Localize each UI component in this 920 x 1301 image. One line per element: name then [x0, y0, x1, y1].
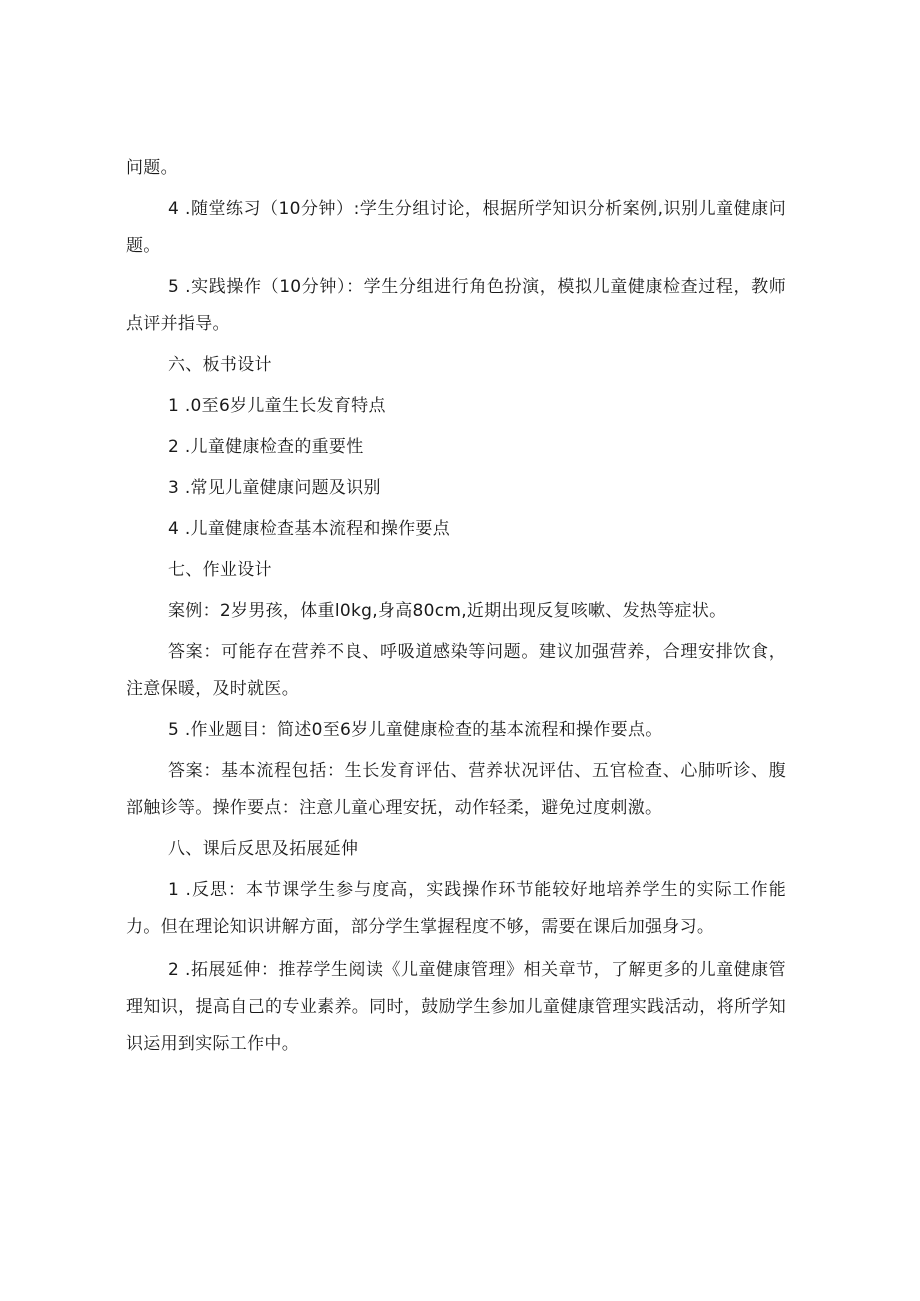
list-item: 1 .0至6岁儿童生长发育特点: [168, 396, 386, 416]
list-item: 3 .常见儿童健康问题及识别: [168, 478, 381, 498]
document-body: [126, 150, 786, 1067]
paragraph-step-4: 4 .随堂练习（10分钟）:学生分组讨论，根据所学知识分析案例,识别儿童健康问题。: [126, 199, 786, 256]
list-item: 4 .儿童健康检查基本流程和操作要点: [168, 519, 451, 539]
list-item: 2 .儿童健康检查的重要性: [168, 437, 364, 457]
paragraph-answer: 答案：可能存在营养不良、呼吸道感染等问题。建议加强营养，合理安排饮食，注意保暖，及时就医。: [126, 642, 786, 699]
paragraph-reflection: 1 .反思：本节课学生参与度高，实践操作环节能较好地培养学生的实际工作能力。但在理论知识讲解方面，部分学生掌握程度不够，需要在课后加强身习。: [126, 880, 786, 937]
paragraph-homework-question: 5 .作业题目：简述0至6岁儿童健康检查的基本流程和操作要点。: [168, 720, 663, 740]
paragraph-step-5: 5 .实践操作（10分钟）：学生分组进行角色扮演，模拟儿童健康检查过程，教师点评并指导。: [126, 277, 786, 334]
paragraph-extension: 2 .拓展延伸：推荐学生阅读《儿童健康管理》相关章节，了解更多的儿童健康管理知识，提高自己的专业素养。同时，鼓励学生参加儿童健康管理实践活动，将所学知识运用到实际工作中。: [126, 960, 786, 1054]
paragraph-continuation: 问题。: [126, 158, 178, 178]
section-heading-homework: 七、作业设计: [168, 560, 272, 580]
paragraph-answer: 答案：基本流程包括：生长发育评估、营养状况评估、五官检查、心肺听诊、腹部触诊等。操作要点：注意儿童心理安抚，动作轻柔，避免过度刺激。: [126, 761, 786, 818]
section-heading-board-design: 六、板书设计: [168, 355, 272, 375]
section-heading-reflection: 八、课后反思及拓展延伸: [168, 839, 359, 859]
paragraph-case: 案例：2岁男孩，体重l0kg,身高80cm,近期出现反复咳嗽、发热等症状。: [168, 601, 727, 621]
